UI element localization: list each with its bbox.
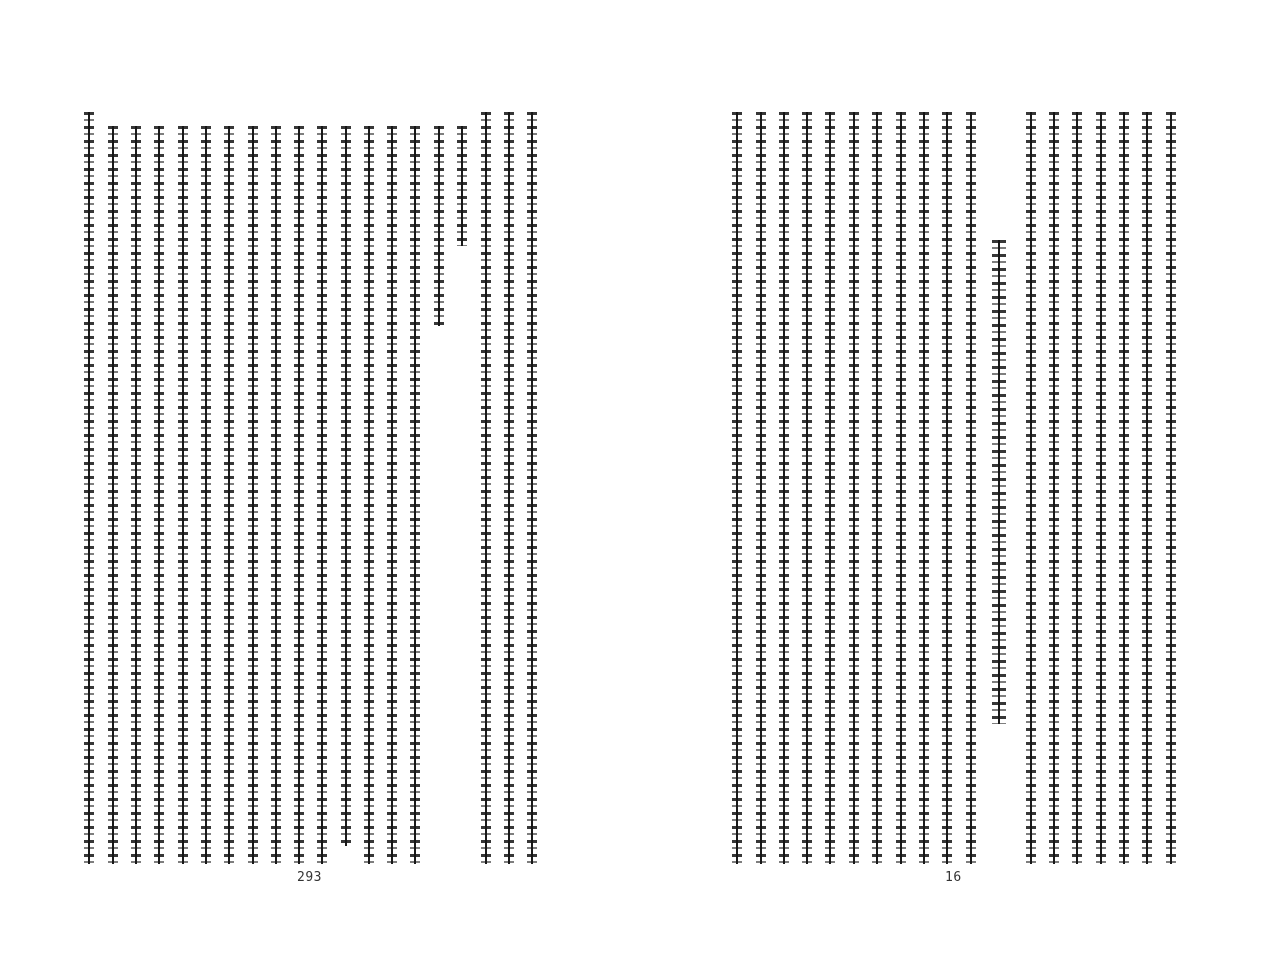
text-column xyxy=(508,112,510,864)
text-column xyxy=(736,112,738,864)
text-column xyxy=(900,112,902,864)
text-column xyxy=(1170,112,1172,864)
text-column xyxy=(1100,112,1102,864)
text-column xyxy=(368,126,370,864)
text-column xyxy=(391,126,393,864)
text-column xyxy=(1123,112,1125,864)
text-column xyxy=(853,112,855,864)
text-column xyxy=(275,126,277,864)
text-column xyxy=(876,112,878,864)
left-page xyxy=(0,0,632,978)
text-column xyxy=(88,112,90,864)
text-column xyxy=(182,126,184,864)
text-column xyxy=(252,126,254,864)
text-column xyxy=(112,126,114,864)
text-column xyxy=(783,112,785,864)
text-column xyxy=(1053,112,1055,864)
text-column xyxy=(1146,112,1148,864)
page-number: 293 xyxy=(297,870,322,885)
text-column xyxy=(946,112,948,864)
text-column xyxy=(205,126,207,864)
text-column xyxy=(923,112,925,864)
text-column xyxy=(1076,112,1078,864)
text-column xyxy=(806,112,808,864)
right-page xyxy=(632,0,1265,978)
text-column xyxy=(531,112,533,864)
text-column xyxy=(158,126,160,864)
text-column xyxy=(345,126,347,846)
text-column xyxy=(970,112,972,864)
section-heading xyxy=(998,240,1000,724)
text-column xyxy=(485,112,487,864)
text-column xyxy=(228,126,230,864)
text-column xyxy=(760,112,762,864)
text-column xyxy=(298,126,300,864)
text-column xyxy=(438,126,440,326)
page-number: 16 xyxy=(945,870,962,885)
text-column xyxy=(414,126,416,864)
text-column xyxy=(321,126,323,864)
text-column xyxy=(1030,112,1032,864)
text-column xyxy=(829,112,831,864)
text-column xyxy=(135,126,137,864)
text-column xyxy=(461,126,463,246)
